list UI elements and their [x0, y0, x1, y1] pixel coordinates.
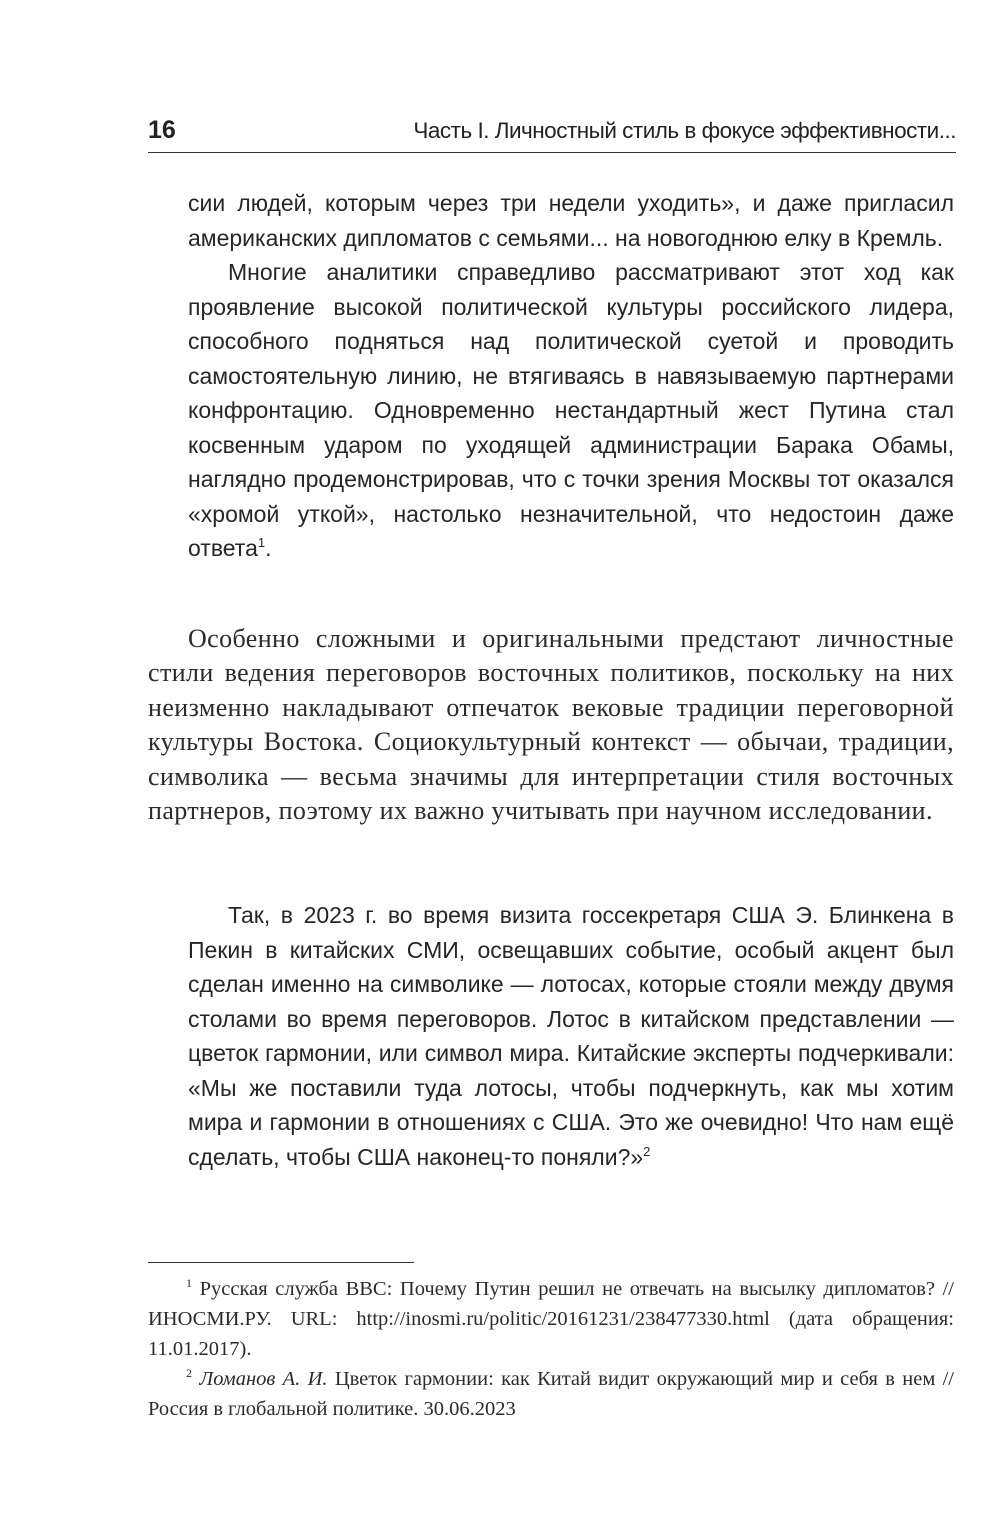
paragraph-analysts-text: Многие аналитики справедливо рассматривают этот ход как проявление высокой политической культуры российского лидера, способного подняться над политической суетой и проводить самостоятельную линию, не втягиваясь в навязываемую партнерами конфронтацию. Одновременно нестандартный жест Путина стал косвенным ударом по уходящей администрации Барака Обамы, наглядно продемонстрировав, что с точки зрения Москвы тот оказался «хромой уткой», настолько незначительной, что недостоин даже ответа — [188, 259, 954, 561]
paragraph-blinken-visit — [188, 898, 954, 1174]
footnote-1-text: Русская служба BBC: Почему Путин решил не отвечать на высылку дипломатов? // ИНОСМИ.РУ. URL: http://inosmi.ru/politic/20161231/238477330.html (дата обращения: 11.01.2017). — [148, 1278, 955, 1360]
paragraph-analysts-end: . — [265, 535, 272, 561]
paragraph-continuation: сии людей, которым через три недели уходить», и даже пригласил американских дипломатов с семьями... на новогоднюю елку в Кремль. — [188, 190, 954, 251]
footnote-ref-2[interactable]: 2 — [643, 1143, 651, 1159]
paragraph-analysts — [188, 255, 954, 566]
paragraph-blinken-text: Так, в 2023 г. во время визита госсекретаря США Э. Блинкена в Пекин в китайских СМИ, освещавших событие, особый акцент был сделан именно на символике — лотосах, которые стояли между двумя столами во время переговоров. Лотос в китайском представлении — цветок гармонии, или символ мира. Китайские эксперты подчеркивали: «Мы же поставили туда лотосы, чтобы подчеркнуть, как мы хотим мира и гармонии в отношениях с США. Это же очевидно! Что нам ещё сделать, чтобы США наконец-то поняли?» — [188, 902, 954, 1170]
footnote-2-author: Ломанов А. И. — [199, 1368, 328, 1390]
footnote-2-number: 2 — [186, 1366, 192, 1380]
footnote-2-text: Цветок гармонии: как Китай видит окружающий мир и себя в нем // Россия в глобальной политике. 30.06.2023 — [148, 1368, 955, 1420]
paragraph-eastern-styles: Особенно сложными и оригинальными предстают личностные стили ведения переговоров восточных политиков, поскольку на них неизменно накладывают отпечаток вековые традиции переговорной культуры Востока. Социокультурный контекст — обычаи, традиции, символика — весьма значимы для интерпретации стиля восточных партнеров, поэтому их важно учитывать при научном исследовании. — [148, 624, 954, 826]
quote-block-2 — [188, 898, 954, 1174]
footnote-2 — [148, 1364, 954, 1424]
footnote-separator — [148, 1262, 414, 1263]
footnote-ref-1[interactable]: 1 — [257, 535, 266, 550]
footnote-1-number: 1 — [186, 1276, 192, 1290]
main-text-block — [148, 622, 954, 828]
page-number: 16 — [148, 116, 176, 144]
running-title: Часть I. Личностный стиль в фокусе эффективности... — [413, 118, 956, 143]
quote-block-1 — [188, 186, 954, 566]
footnotes — [148, 1274, 954, 1424]
footnote-1 — [148, 1274, 954, 1364]
page-header — [148, 112, 956, 153]
